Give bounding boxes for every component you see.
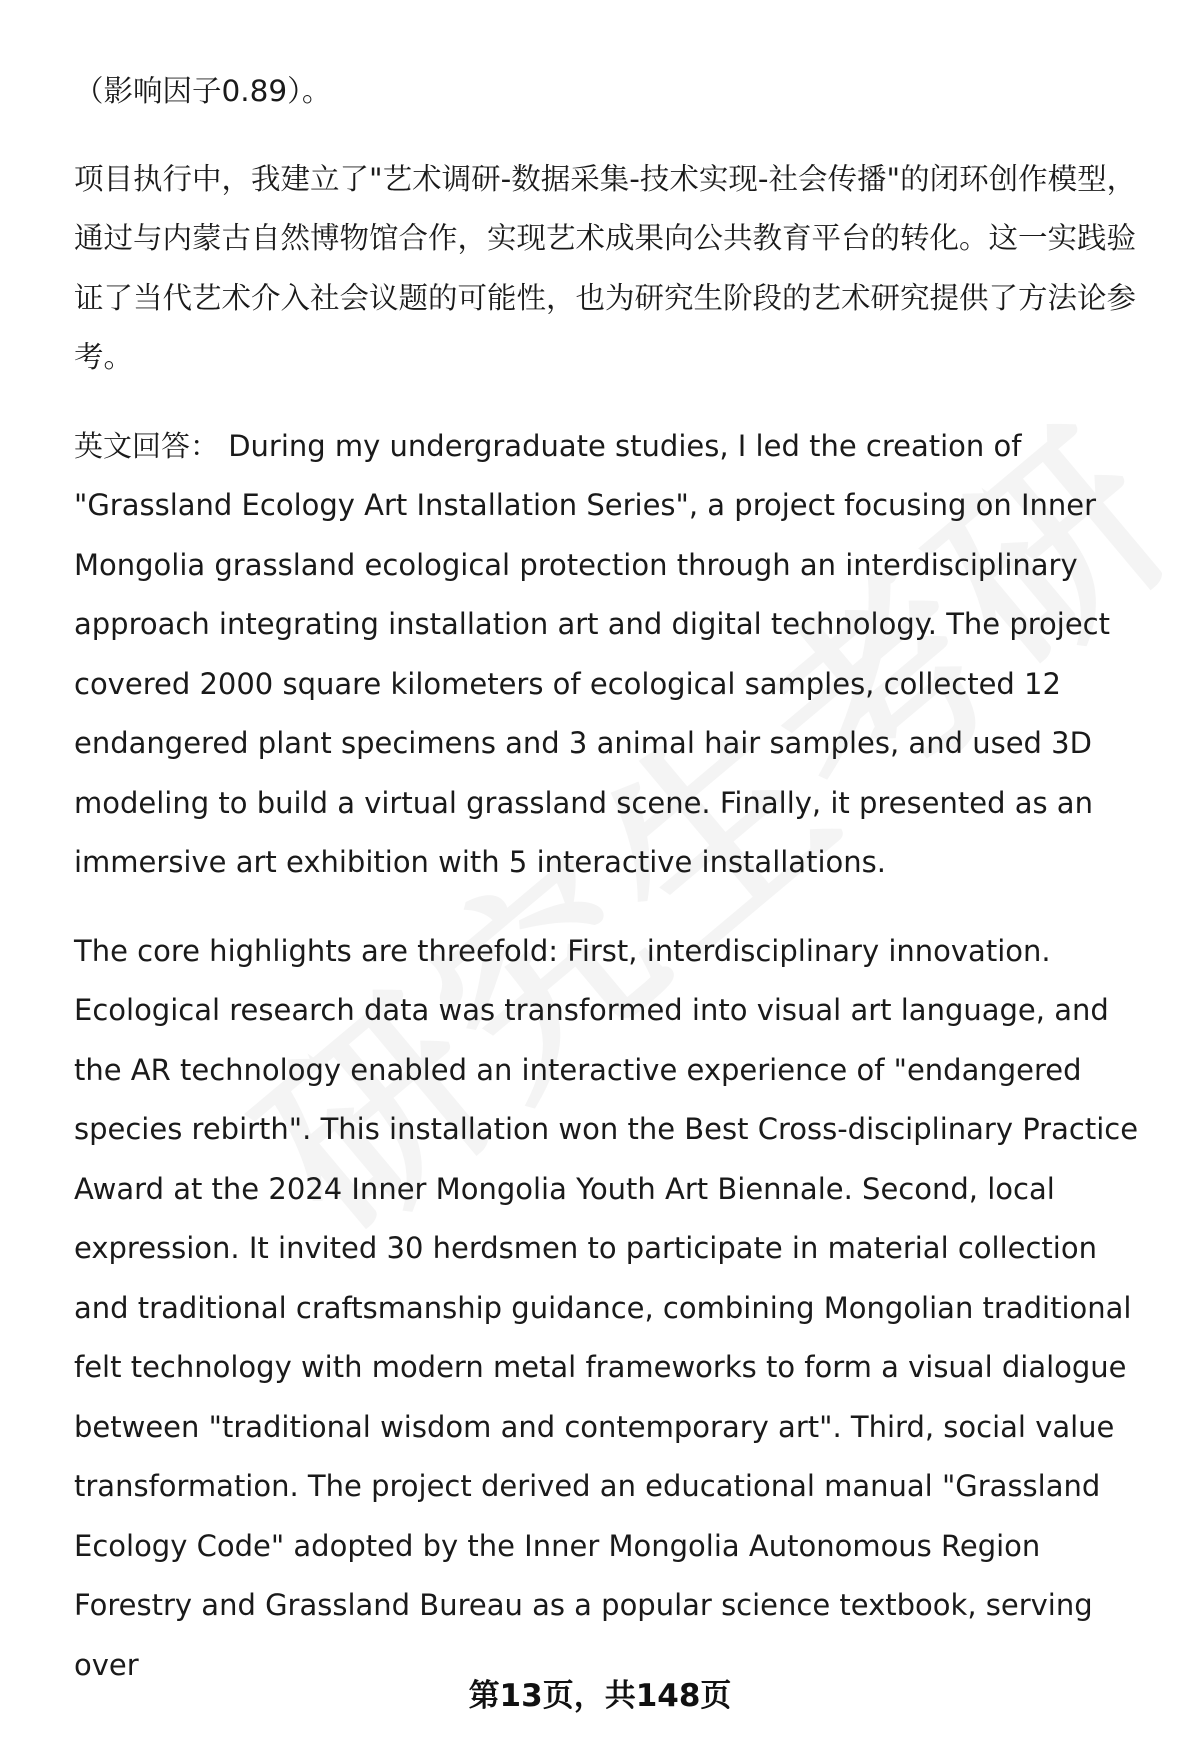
page-number: 第13页，共148页 [468,1678,732,1714]
page-body [74,62,1144,1724]
paragraph-impact-factor: （影响因子0.89）。 [74,74,332,108]
paragraph-project-model: 项目执行中，我建立了"艺术调研-数据采集-技术实现-社会传播"的闭环创作模型，通过与内蒙古自然博物馆合作，实现艺术成果向公共教育平台的转化。这一实践验证了当代艺术介入社会议题的可能性，也为研究生阶段的艺术研究提供了方法论参考。 [74,161,1137,374]
paragraph-english-answer: 英文回答： During my undergraduate studies, I led the creation of "Grassland Ecology Art Installation Series", a project focusing on Inner Mongolia grassland ecological protection through an interdisciplinary approach integrating installation art and digital technology. The project covered 2000 square kilometers of ecological samples, collected 12 endangered plant specimens and 3 animal hair samples, and used 3D modeling to build a virtual grassland scene. Finally, it presented as an immersive art exhibition with 5 interactive installations. [74,428,1110,879]
paragraph-core-highlights: The core highlights are threefold: First, interdisciplinary innovation. Ecological research data was transformed into visual art language, and the AR technology enabled an interactive experience of "endangered species rebirth". This installation won the Best Cross-disciplinary Practice Award at the 2024 Inner Mongolia Youth Art Biennale. Second, local expression. It invited 30 herdsmen to participate in material collection and traditional craftsmanship guidance, combining Mongolian traditional felt technology with modern metal frameworks to form a visual dialogue between "traditional wisdom and contemporary art". Third, social value transformation. The project derived an educational manual "Grassland Ecology Code" adopted by the Inner Mongolia Autonomous Region Forestry and Grassland Bureau as a popular science textbook, serving over [74,933,1139,1682]
